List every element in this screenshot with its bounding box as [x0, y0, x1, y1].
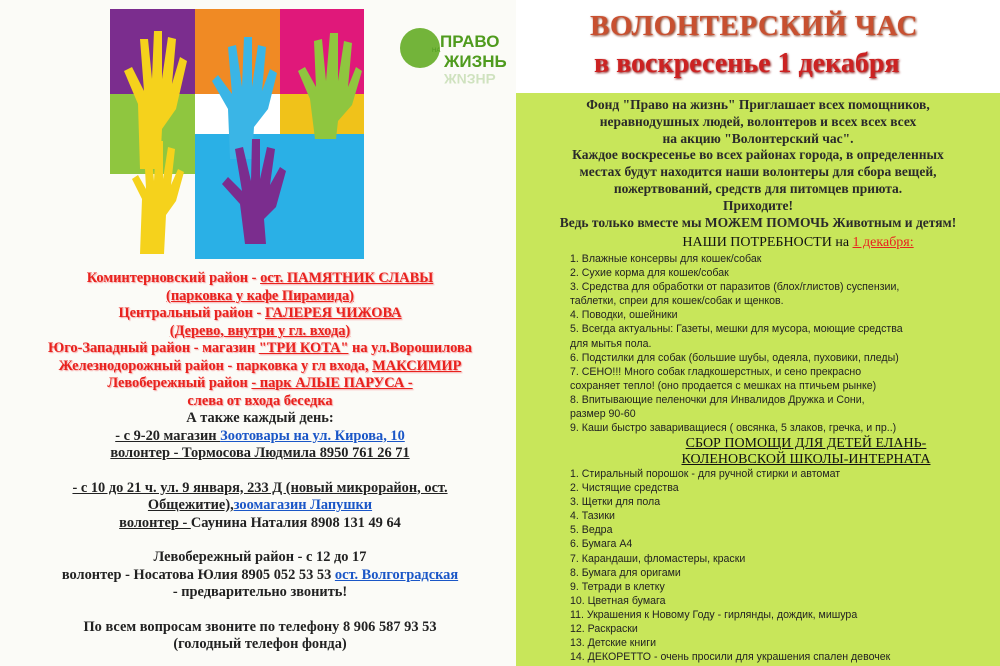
spacer — [10, 532, 510, 549]
list-item: 1. Влажные консервы для кошек/собак — [570, 253, 762, 265]
green-hand-icon — [298, 33, 362, 139]
children-list — [570, 467, 990, 664]
daily-time: Левобережный район - с 12 до 17 — [153, 549, 367, 565]
contact-line: По всем вопросам звоните по телефону 8 906 587 93 53 — [83, 618, 437, 635]
list-item: 9. Тетради в клетку — [570, 580, 665, 593]
district-line — [10, 375, 510, 393]
list-item: 12. Раскраски — [570, 623, 638, 636]
districts-block — [10, 270, 510, 410]
daily-line — [10, 445, 510, 463]
blue-hand-icon — [212, 37, 277, 159]
daily-block — [10, 410, 510, 654]
spacer — [10, 463, 510, 480]
daily-line — [10, 480, 510, 498]
intro-line: Приходите! — [722, 197, 794, 213]
district-place: ГАЛЕРЕЯ ЧИЖОВА — [264, 305, 402, 321]
district-place: ост. ПАМЯТНИК СЛАВЫ — [260, 270, 434, 286]
right-panel — [516, 0, 1000, 666]
intro-line: местах будут находится наши волонтеры для сбора вещей, — [579, 164, 937, 180]
list-item: 6. Бумага А4 — [570, 538, 633, 551]
logo-text-zhizn: ЖИЗНЬ — [444, 52, 507, 71]
zootovary-link[interactable]: Зоотовары на ул. Кирова, 10 — [220, 427, 405, 444]
volunteer-label: волонтер - — [119, 514, 191, 531]
district-place: слева от входа беседка — [187, 392, 333, 409]
intro-line: пожертвований, средств для питомцев приюта. — [613, 180, 903, 196]
intro-line: на акцию "Волонтерский час". — [662, 130, 854, 146]
volunteer-contact: Саунина Наталия 8908 131 49 64 — [190, 514, 401, 531]
list-item: 7. СЕНО!!! Много собак гладкошерстных, и сено прекрасно — [570, 365, 862, 378]
list-item: 1. Стиральный порошок - для ручной стирки и автомат — [570, 468, 841, 480]
daily-line — [10, 428, 510, 446]
needs-heading-date: 1 декабря: — [852, 235, 914, 250]
list-item: сохраняет тепло! (оно продается с мешках на птичьем рынке) — [570, 379, 877, 392]
children-heading — [656, 436, 956, 468]
raised-hands-icon — [110, 9, 364, 259]
intro-line: Фонд "Право на жизнь" Приглашает всех помощников, — [586, 97, 930, 112]
daily-time: - с 9-20 магазин — [115, 427, 221, 444]
list-item: 3. Щетки для пола — [570, 496, 661, 509]
volgogradskaya-link[interactable]: ост. Волгоградская — [334, 566, 459, 583]
list-item: 3. Средства для обработки от паразитов (блох/глистов) суспензии, — [570, 281, 900, 294]
logo-text-na: НА — [432, 48, 441, 54]
district-name: Левобережный район — [107, 375, 252, 391]
page-title: ВОЛОНТЕРСКИЙ ЧАС — [590, 10, 918, 42]
lapushki-link[interactable]: зоомагазин Лапушки — [233, 497, 373, 513]
daily-heading: А также каждый день: — [186, 410, 334, 426]
list-item: 5. Ведра — [570, 524, 613, 537]
list-item: 8. Впитывающие пеленочки для Инвалидов Дружка и Сони, — [570, 393, 865, 406]
spacer — [10, 602, 510, 619]
district-line — [10, 393, 510, 411]
yellow-hand-icon — [124, 31, 187, 169]
daily-place: Общежитие), — [147, 497, 234, 513]
daily-line — [10, 584, 510, 602]
district-line — [10, 270, 510, 288]
daily-line — [10, 497, 510, 515]
district-place: (Дерево, внутри у гл. входа) — [169, 322, 351, 339]
intro-line: неравнодушных людей, волонтеров и всех всех всех — [599, 113, 917, 129]
list-item: таблетки, спреи для кошек/собак и щенков. — [570, 295, 784, 308]
district-line — [10, 340, 510, 358]
intro-text — [516, 97, 1000, 231]
list-item: для мытья пола. — [570, 337, 652, 350]
needs-heading-text: НАШИ ПОТРЕБНОСТИ на — [682, 235, 853, 250]
list-item: 5. Всегда актуальны: Газеты, мешки для мусора, моющие средства — [570, 323, 903, 336]
children-heading-line: КОЛЕНОВСКОЙ ШКОЛЫ-ИНТЕРНАТА — [681, 452, 931, 467]
hands-collage — [110, 9, 364, 259]
daily-line — [10, 549, 510, 567]
district-line — [10, 305, 510, 323]
list-item: 13. Детские книги — [570, 637, 656, 650]
district-line — [10, 288, 510, 306]
list-item: 4. Поводки, ошейники — [570, 309, 678, 322]
list-item: 7. Карандаши, фломастеры, краски — [570, 552, 746, 565]
daily-line — [10, 515, 510, 533]
intro-line: Ведь только вместе мы МОЖЕМ ПОМОЧЬ Животным и детям! — [559, 214, 957, 230]
daily-time: - с 10 до 21 ч. ул. 9 января, 233 Д (новый микрорайон, ост. — [72, 479, 448, 496]
district-line — [10, 358, 510, 376]
intro-line: Каждое воскресенье во всех районах города, в определенных — [572, 147, 944, 163]
volunteer-contact: волонтер - Носатова Юлия 8905 052 53 53 — [61, 566, 335, 583]
list-item: 6. Подстилки для собак (большие шубы, одеяла, пуховики, пледы) — [570, 351, 899, 364]
children-heading-line: СБОР ПОМОЩИ ДЛЯ ДЕТЕЙ ЕЛАНЬ- — [685, 436, 927, 451]
district-name: Центральный район - — [118, 305, 265, 321]
district-place: - парк АЛЫЕ ПАРУСА - — [251, 375, 413, 391]
logo-reflection: ЖИЗНЬ — [444, 71, 496, 87]
logo-text-pravo: ПРАВО — [440, 32, 500, 51]
list-item: 8. Бумага для оригами — [570, 566, 681, 579]
list-item: 2. Сухие корма для кошек/собак — [570, 267, 729, 280]
district-place: "ТРИ КОТА" — [258, 340, 349, 356]
list-item: 14. ДЕКОРЕТТО - очень просили для украшения спален девочек — [570, 651, 891, 664]
page-subtitle: в воскресенье 1 декабря — [594, 48, 900, 79]
district-place: МАКСИМИР — [372, 357, 462, 374]
district-place: (парковка у кафе Пирамида) — [166, 287, 354, 304]
needs-heading — [596, 235, 1000, 251]
district-line — [10, 323, 510, 341]
district-place: на ул.Ворошилова — [348, 340, 472, 356]
volunteer-contact: волонтер - Тормосова Людмила 8950 761 26 71 — [110, 445, 410, 461]
district-name: Коминтерновский район - — [86, 270, 261, 286]
district-name: Юго-Западный район - магазин — [48, 340, 259, 356]
list-item: 11. Украшения к Новому Году - гирлянды, дождик, мишура — [570, 608, 858, 621]
contact-line: (голодный телефон фонда) — [173, 636, 347, 652]
call-ahead-note: - предварительно звонить! — [172, 584, 348, 600]
list-item: размер 90-60 — [570, 408, 636, 421]
needs-list — [570, 252, 990, 435]
daily-line — [10, 567, 510, 585]
list-item: 9. Каши быстро завариващиеся ( овсянка, 5 злаков, гречка, и пр..) — [570, 422, 897, 435]
district-name: Железнодорожный район - парковка у гл входа, — [58, 357, 373, 374]
list-item: 2. Чистящие средства — [570, 482, 679, 495]
list-item: 4. Тазики — [570, 510, 615, 523]
list-item: 10. Цветная бумага — [570, 594, 666, 607]
pravo-na-zhizn-logo — [400, 26, 516, 90]
